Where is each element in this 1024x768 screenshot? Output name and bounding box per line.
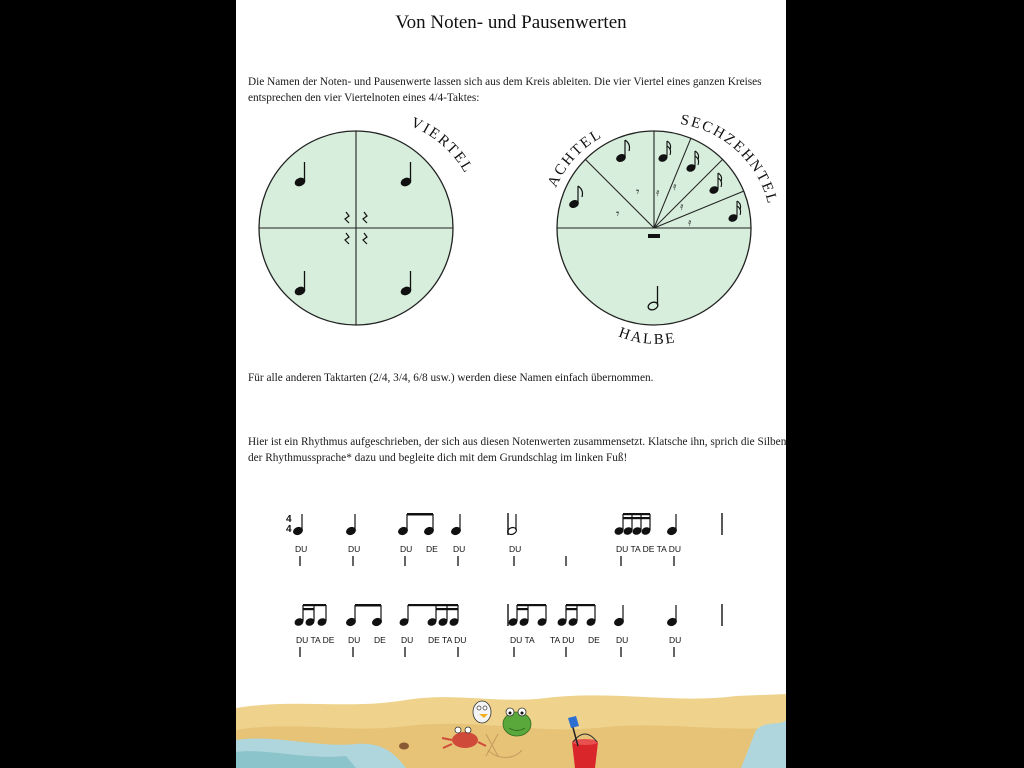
time-signature-top: 4 (286, 514, 292, 525)
rhythm-row-1 (286, 513, 722, 566)
rhythm-syllable: DU TA DE (296, 635, 335, 645)
rhythm-instructions-line: der Rhythmussprache* dazu und begleite dich mit dem Grundschlag im linken Fuß! (248, 452, 628, 464)
eighth-note-pair-icon (398, 513, 435, 536)
eighth-sixteenth-group-icon (399, 604, 459, 626)
rhythm-instructions-line: Hier ist ein Rhythmus aufgeschrieben, der sich aus diesen Notenwerten zusammensetzt. Klatsche ihn, sprich die Silben (248, 436, 786, 448)
rhythm-syllable: DE TA DU (428, 635, 467, 645)
beat-marks (300, 647, 674, 657)
quarter-circle-diagram (259, 115, 476, 325)
sixteenth-rest-icon: 𝄿 (680, 200, 684, 213)
bird-icon (473, 701, 491, 723)
sechzehntel-label-path: SECHZEHNTEL (679, 112, 781, 207)
halbe-label-path: HALBE (616, 324, 678, 349)
viertel-label-path: VIERTEL (408, 114, 477, 177)
sixteenth-eighth-group-icon (557, 604, 596, 626)
beach-illustration (236, 690, 786, 768)
beat-marks (300, 556, 674, 566)
rhythm-syllable: TA DU (550, 635, 575, 645)
quarter-note-icon (451, 514, 462, 536)
quarter-note-icon (667, 605, 678, 627)
sixteenth-eighth-group-icon (294, 604, 327, 626)
eighth-rest-icon: 𝄾 (636, 185, 640, 200)
intro-line: entsprechen den vier Viertelnoten eines 4/4-Taktes: (248, 92, 480, 104)
achtel-label-path: ACHTEL (545, 125, 606, 190)
eighth-rest-icon: 𝄾 (616, 207, 620, 222)
quarter-note-icon (293, 514, 304, 536)
sixteenth-rest-icon: 𝄿 (688, 216, 692, 229)
sixteenth-eighth-group-icon (508, 604, 547, 626)
rhythm-syllable: DU (295, 544, 308, 554)
rhythm-instructions-paragraph (248, 434, 786, 466)
rhythm-syllable: DU (509, 544, 522, 554)
half-rest-icon (648, 234, 660, 238)
page-title: Von Noten- und Pausenwerten (395, 12, 627, 33)
rhythm-syllable: DU TA DE TA DU (616, 544, 682, 554)
sixteenth-rest-icon: 𝄿 (656, 186, 660, 199)
rhythm-syllable: DU TA (510, 635, 535, 645)
rhythm-syllable: DU (401, 635, 414, 645)
other-meters-line: Für alle anderen Taktarten (2/4, 3/4, 6/8 usw.) werden diese Namen einfach übernommen. (248, 372, 654, 384)
shell-icon (399, 743, 409, 750)
rhythm-syllable: DU (669, 635, 682, 645)
rhythm-syllable: DU (453, 544, 466, 554)
intro-line: Die Namen der Noten- und Pausenwerte lassen sich aus dem Kreis ableiten. Die vier Viertel eines ganzen Kreises (248, 76, 762, 88)
rhythm-syllable: DE (374, 635, 386, 645)
rhythm-syllable: DE (588, 635, 600, 645)
time-signature-bottom: 4 (286, 524, 292, 535)
quarter-note-icon (667, 514, 678, 536)
rhythm-syllable: DU (348, 635, 361, 645)
eighth-note-pair-icon (346, 604, 383, 627)
quarter-note-icon (346, 514, 357, 536)
other-meters-paragraph (248, 370, 786, 386)
fraction-circle-diagram (545, 112, 780, 348)
sixteenth-rest-icon: 𝄿 (673, 180, 677, 193)
rhythm-syllable: DU (348, 544, 361, 554)
rhythm-syllable: DU (400, 544, 413, 554)
sixteenth-note-group-icon (614, 513, 651, 535)
quarter-note-icon (614, 605, 625, 627)
rhythm-row-2 (294, 604, 722, 657)
rhythm-syllable: DE (426, 544, 438, 554)
halbe-label (617, 325, 678, 348)
music-worksheet-page (236, 0, 786, 768)
rhythm-syllable: DU (616, 635, 629, 645)
